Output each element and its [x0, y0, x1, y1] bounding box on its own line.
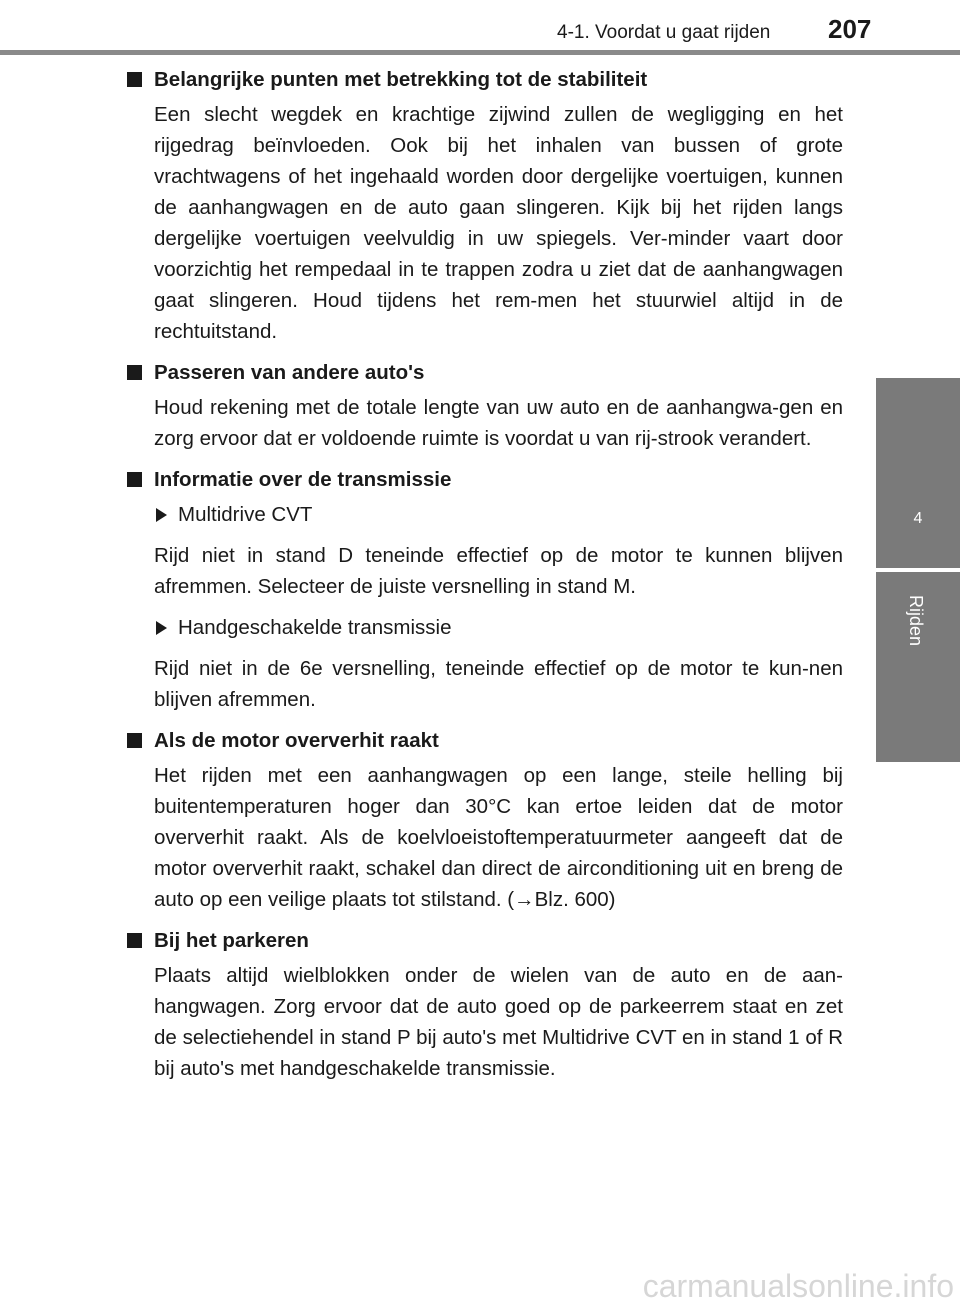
- section-paragraph: Het rijden met een aanhangwagen op een lange, steile helling bij buitentemperaturen hoger dan 30°C kan ertoe leiden dat de motor oververhit raakt. Als de koelvloeistoftemperatuurmeter aangeeft dat de motor oververhit raakt, schakel dan direct de airconditioning uit en breng de auto op een veilige plaats tot stilstand. (→Blz. 600): [154, 764, 843, 911]
- page-content: [127, 64, 843, 1094]
- sub-item-label: Handgeschakelde transmissie: [178, 616, 452, 639]
- side-tab-top: [876, 378, 960, 568]
- sub-item-label: Multidrive CVT: [178, 503, 313, 526]
- sub-item-multidrive: [154, 499, 843, 530]
- section-paragraph: Houd rekening met de totale lengte van uw auto en de aanhangwa-gen en zorg ervoor dat er voldoende ruimte is voordat u van rij-strook verandert.: [154, 396, 843, 450]
- section-overheating: [127, 725, 843, 915]
- sub-item-paragraph: Rijd niet in de 6e versnelling, teneinde effectief op de motor te kun-nen blijven afremmen.: [154, 657, 843, 711]
- triangle-bullet-icon: [156, 508, 167, 522]
- square-bullet-icon: [127, 733, 142, 748]
- running-header-title: 4-1. Voordat u gaat rijden: [557, 22, 771, 43]
- section-heading-text: Informatie over de transmissie: [154, 468, 452, 491]
- section-heading-text: Belangrijke punten met betrekking tot de stabiliteit: [154, 68, 648, 91]
- section-heading: [127, 725, 843, 756]
- watermark: carmanualsonline.info: [642, 1268, 954, 1304]
- section-heading-text: Passeren van andere auto's: [154, 361, 425, 384]
- section-paragraph: Plaats altijd wielblokken onder de wielen van de auto en de aan-hangwagen. Zorg ervoor dat de auto goed op de parkeerrem staat en zet de selectiehendel in stand P bij auto's met Multidrive CVT en in stand 1 of R bij auto's met handgeschakelde transmissie.: [154, 964, 843, 1080]
- chapter-number: 4: [913, 510, 923, 527]
- section-stability: [127, 64, 843, 347]
- section-parking: [127, 925, 843, 1084]
- section-heading: [127, 64, 843, 95]
- section-heading: [127, 925, 843, 956]
- header-rule: [0, 50, 960, 55]
- section-paragraph: Een slecht wegdek en krachtige zijwind zullen de wegligging en het rijgedrag beïnvloeden. Ook bij het inhalen van bussen of grote vrachtwagens of het ingehaald worden door dergelijke voertuigen, kunnen de aanhangwagen en de auto gaan slingeren. Kijk bij het rijden langs dergelijke voertuigen veelvuldig in uw spiegels. Ver-minder vaart door voorzichtig het rempedaal in te trappen zodra u ziet dat de aanhangwagen gaat slingeren. Houd tijdens het rem-men het stuurwiel altijd in de rechtuitstand.: [154, 103, 843, 343]
- page-number: 207: [828, 14, 872, 44]
- section-passing: [127, 357, 843, 454]
- sub-item-paragraph: Rijd niet in stand D teneinde effectief op de motor te kunnen blijven afremmen. Selecteer de juiste versnelling in stand M.: [154, 544, 843, 598]
- section-transmission: [127, 464, 843, 715]
- section-heading-text: Bij het parkeren: [154, 929, 309, 952]
- sub-item-manual: [154, 612, 843, 643]
- section-heading-text: Als de motor oververhit raakt: [154, 729, 439, 752]
- square-bullet-icon: [127, 365, 142, 380]
- section-heading: [127, 464, 843, 495]
- section-heading: [127, 357, 843, 388]
- square-bullet-icon: [127, 933, 142, 948]
- chapter-label: [896, 580, 936, 660]
- square-bullet-icon: [127, 72, 142, 87]
- triangle-bullet-icon: [156, 621, 167, 635]
- square-bullet-icon: [127, 472, 142, 487]
- chapter-label-text: Rijden: [906, 594, 927, 646]
